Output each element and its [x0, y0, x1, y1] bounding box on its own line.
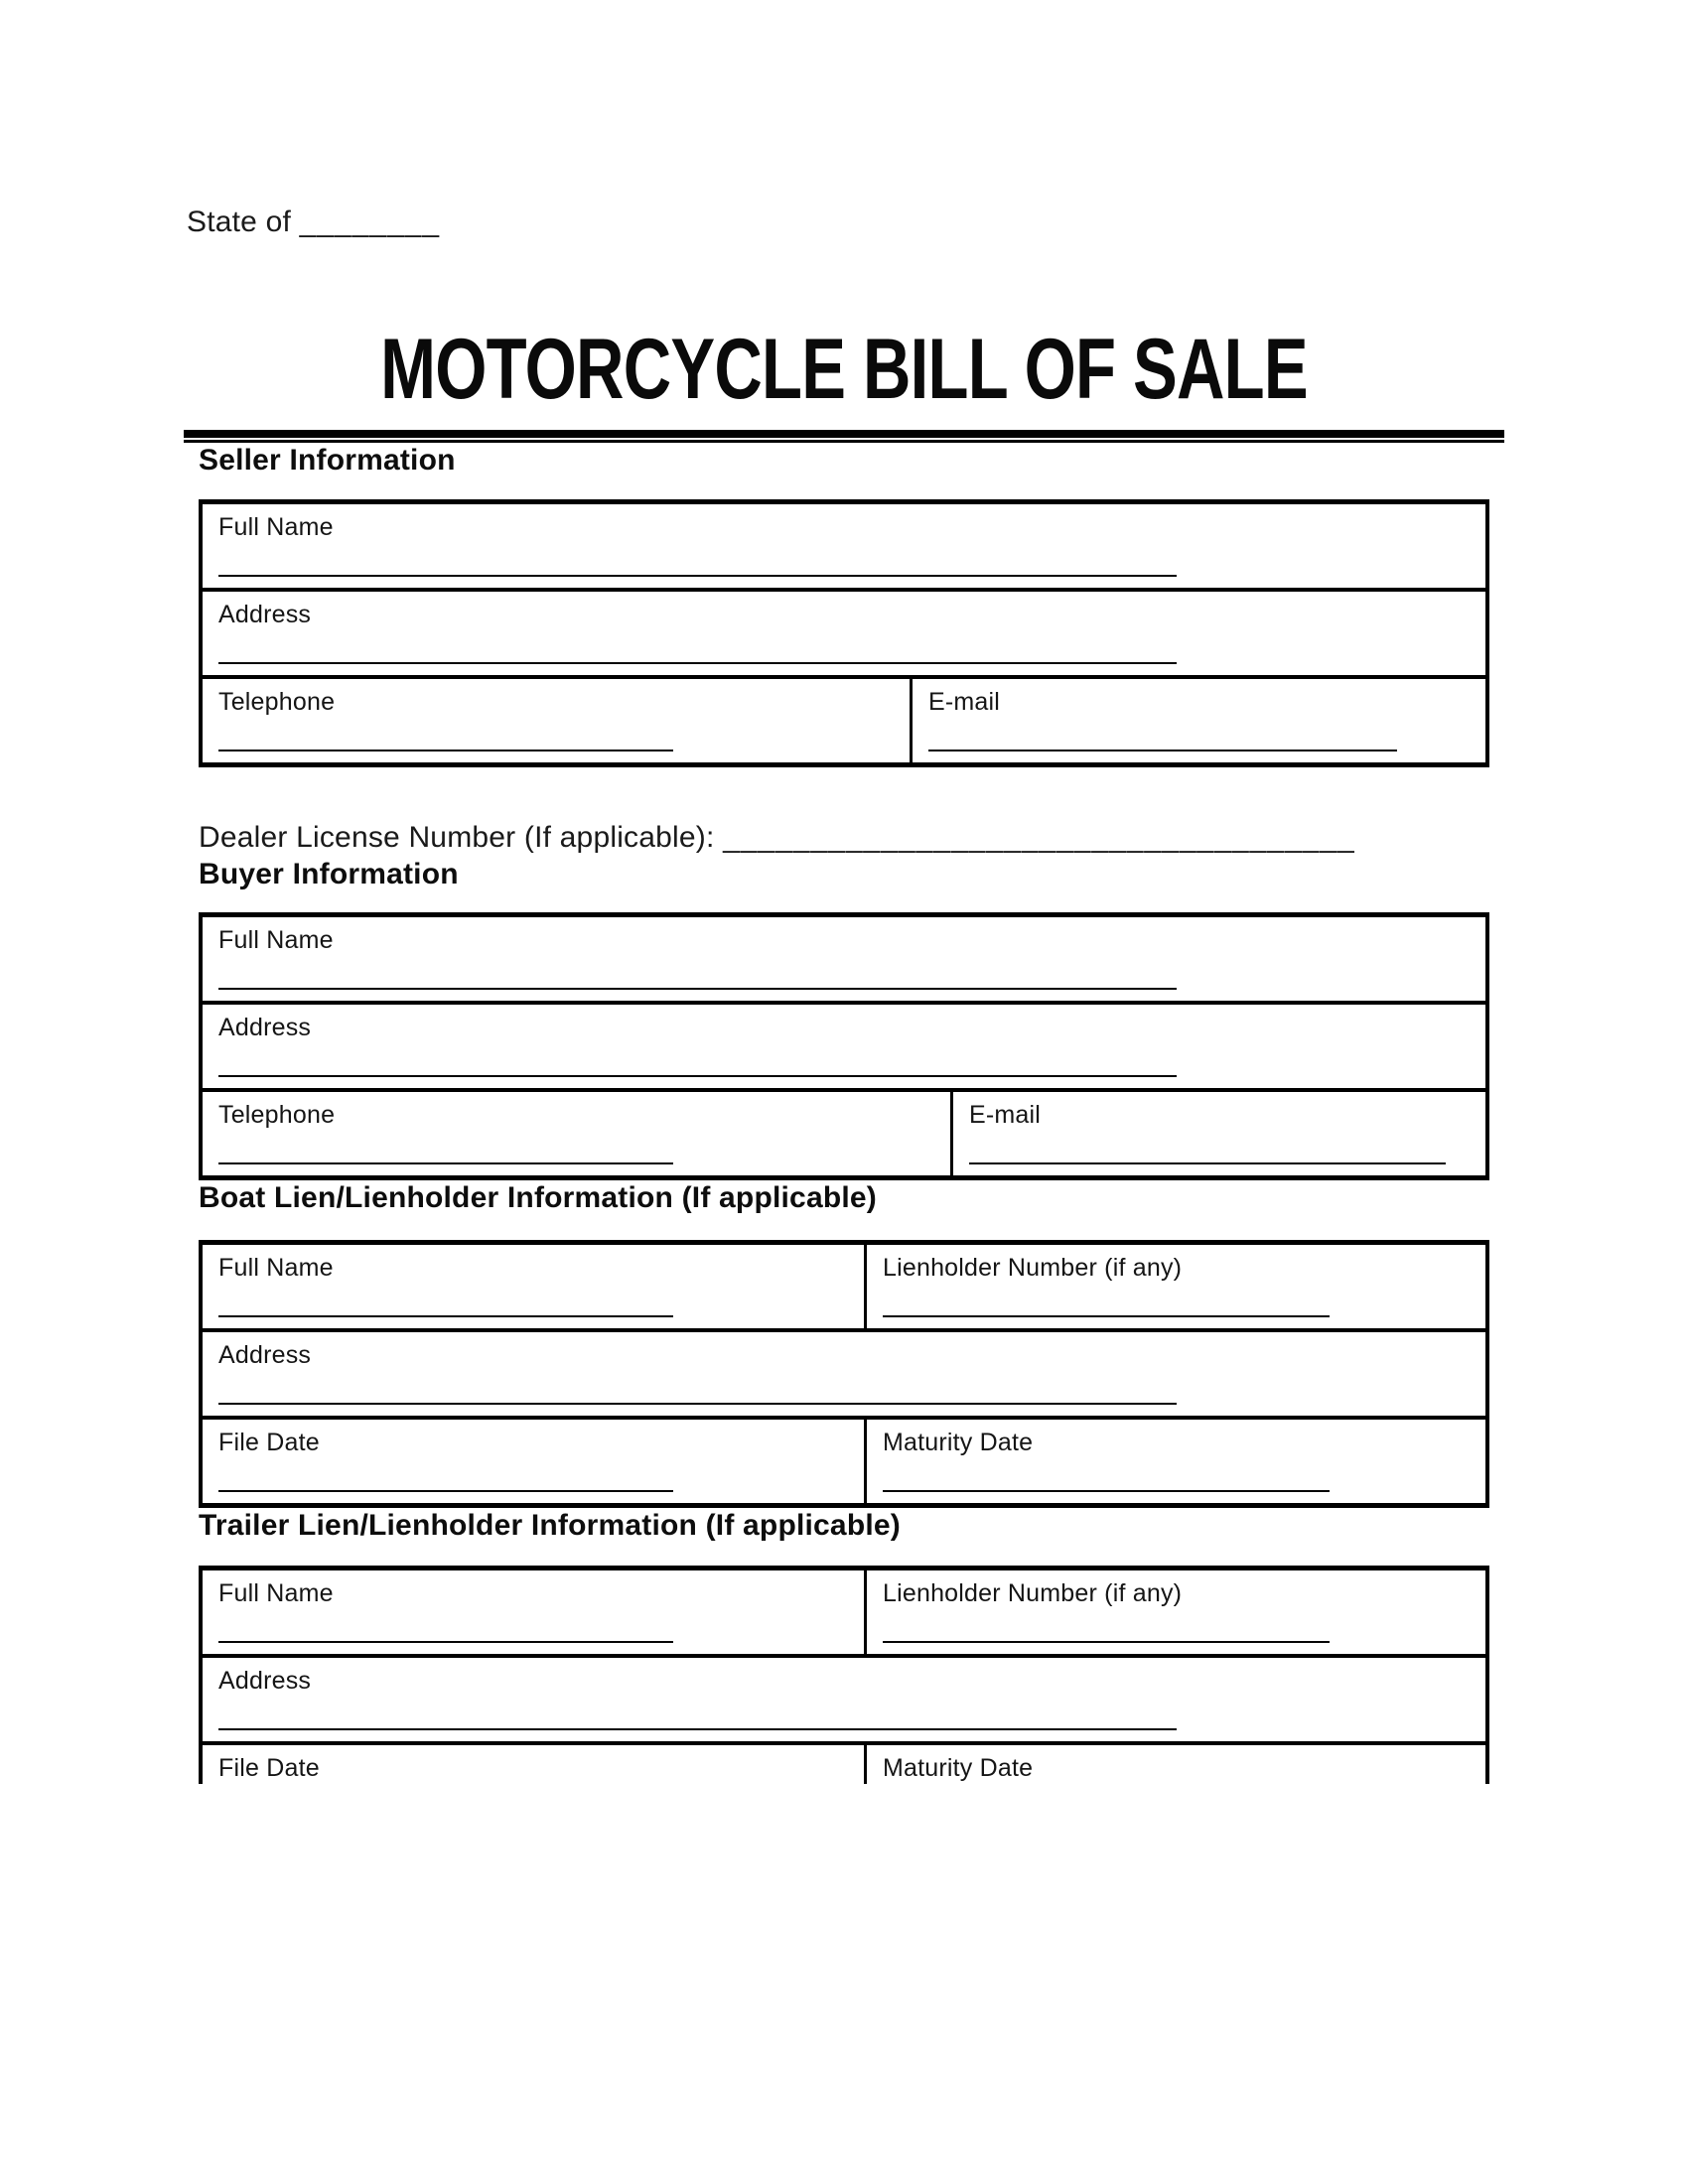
trailer-address-label: Address: [218, 1667, 312, 1695]
boat-file-date-cell: [203, 1420, 867, 1503]
trailer-maturity-date-label: Maturity Date: [883, 1754, 1034, 1782]
seller-telephone-label: Telephone: [218, 688, 336, 716]
boat-lien-section-heading: Boat Lien/Lienholder Information (If applicable): [199, 1181, 877, 1214]
table-row: [203, 1416, 1485, 1503]
table-row: [203, 588, 1485, 675]
buyer-address-input-line[interactable]: [218, 1075, 1177, 1077]
boat-address-input-line[interactable]: [218, 1403, 1177, 1405]
trailer-address-cell: [203, 1658, 1485, 1741]
trailer-lien-table: [199, 1566, 1489, 1784]
table-row: [203, 917, 1485, 1001]
seller-address-label: Address: [218, 601, 312, 628]
buyer-email-label: E-mail: [969, 1101, 1042, 1129]
boat-maturity-date-label: Maturity Date: [883, 1429, 1034, 1456]
boat-lien-table: [199, 1240, 1489, 1508]
table-row: [203, 1088, 1485, 1175]
seller-telephone-input-line[interactable]: [218, 750, 673, 751]
seller-full-name-input-line[interactable]: [218, 575, 1177, 577]
table-row: [203, 1328, 1485, 1416]
table-row: [203, 1570, 1485, 1654]
document-title: MOTORCYCLE BILL OF SALE: [380, 322, 1308, 417]
table-row: [203, 1741, 1485, 1784]
dealer-license-blank-field[interactable]: ____________________________________: [723, 821, 1355, 854]
boat-lienholder-number-cell: [867, 1245, 1485, 1328]
buyer-email-cell: [953, 1092, 1485, 1175]
trailer-lien-section-heading: Trailer Lien/Lienholder Information (If applicable): [199, 1509, 901, 1542]
buyer-telephone-cell: [203, 1092, 953, 1175]
boat-full-name-label: Full Name: [218, 1254, 334, 1282]
boat-full-name-input-line[interactable]: [218, 1315, 673, 1317]
title-rule: [184, 430, 1504, 443]
buyer-email-input-line[interactable]: [969, 1162, 1446, 1164]
buyer-full-name-cell: [203, 917, 1485, 1001]
dealer-license-line: [199, 819, 1489, 857]
seller-address-cell: [203, 592, 1485, 675]
boat-file-date-input-line[interactable]: [218, 1490, 673, 1492]
boat-file-date-label: File Date: [218, 1429, 320, 1456]
trailer-lienholder-number-input-line[interactable]: [883, 1641, 1330, 1643]
table-row: [203, 1245, 1485, 1328]
trailer-maturity-date-cell: [867, 1745, 1485, 1784]
buyer-full-name-input-line[interactable]: [218, 988, 1177, 990]
state-of-label: State of: [187, 205, 292, 238]
table-row: [203, 1001, 1485, 1088]
trailer-full-name-cell: [203, 1570, 867, 1654]
table-row: [203, 504, 1485, 588]
boat-maturity-date-cell: [867, 1420, 1485, 1503]
seller-email-cell: [913, 679, 1485, 762]
boat-maturity-date-input-line[interactable]: [883, 1490, 1330, 1492]
trailer-lienholder-number-cell: [867, 1570, 1485, 1654]
buyer-full-name-label: Full Name: [218, 926, 334, 954]
table-row: [203, 1654, 1485, 1741]
buyer-address-label: Address: [218, 1014, 312, 1041]
trailer-full-name-label: Full Name: [218, 1579, 334, 1607]
table-row: [203, 675, 1485, 762]
boat-lienholder-number-input-line[interactable]: [883, 1315, 1330, 1317]
trailer-full-name-input-line[interactable]: [218, 1641, 673, 1643]
trailer-file-date-cell: [203, 1745, 867, 1784]
seller-email-input-line[interactable]: [928, 750, 1397, 751]
seller-full-name-cell: [203, 504, 1485, 588]
trailer-lienholder-number-label: Lienholder Number (if any): [883, 1579, 1183, 1607]
boat-address-label: Address: [218, 1341, 312, 1369]
buyer-address-cell: [203, 1005, 1485, 1088]
seller-section-heading: Seller Information: [199, 444, 456, 477]
dealer-license-label: Dealer License Number (If applicable):: [199, 821, 715, 854]
state-of-blank-field[interactable]: ________: [299, 205, 441, 238]
boat-lienholder-number-label: Lienholder Number (if any): [883, 1254, 1183, 1282]
seller-telephone-cell: [203, 679, 913, 762]
seller-address-input-line[interactable]: [218, 662, 1177, 664]
seller-full-name-label: Full Name: [218, 513, 334, 541]
trailer-address-input-line[interactable]: [218, 1728, 1177, 1730]
buyer-telephone-input-line[interactable]: [218, 1162, 673, 1164]
trailer-file-date-label: File Date: [218, 1754, 320, 1782]
boat-address-cell: [203, 1332, 1485, 1416]
buyer-info-table: [199, 912, 1489, 1180]
seller-info-table: [199, 499, 1489, 767]
boat-full-name-cell: [203, 1245, 867, 1328]
buyer-telephone-label: Telephone: [218, 1101, 336, 1129]
state-of-line: [187, 0, 1489, 240]
seller-email-label: E-mail: [928, 688, 1001, 716]
buyer-section-heading: Buyer Information: [199, 858, 459, 890]
